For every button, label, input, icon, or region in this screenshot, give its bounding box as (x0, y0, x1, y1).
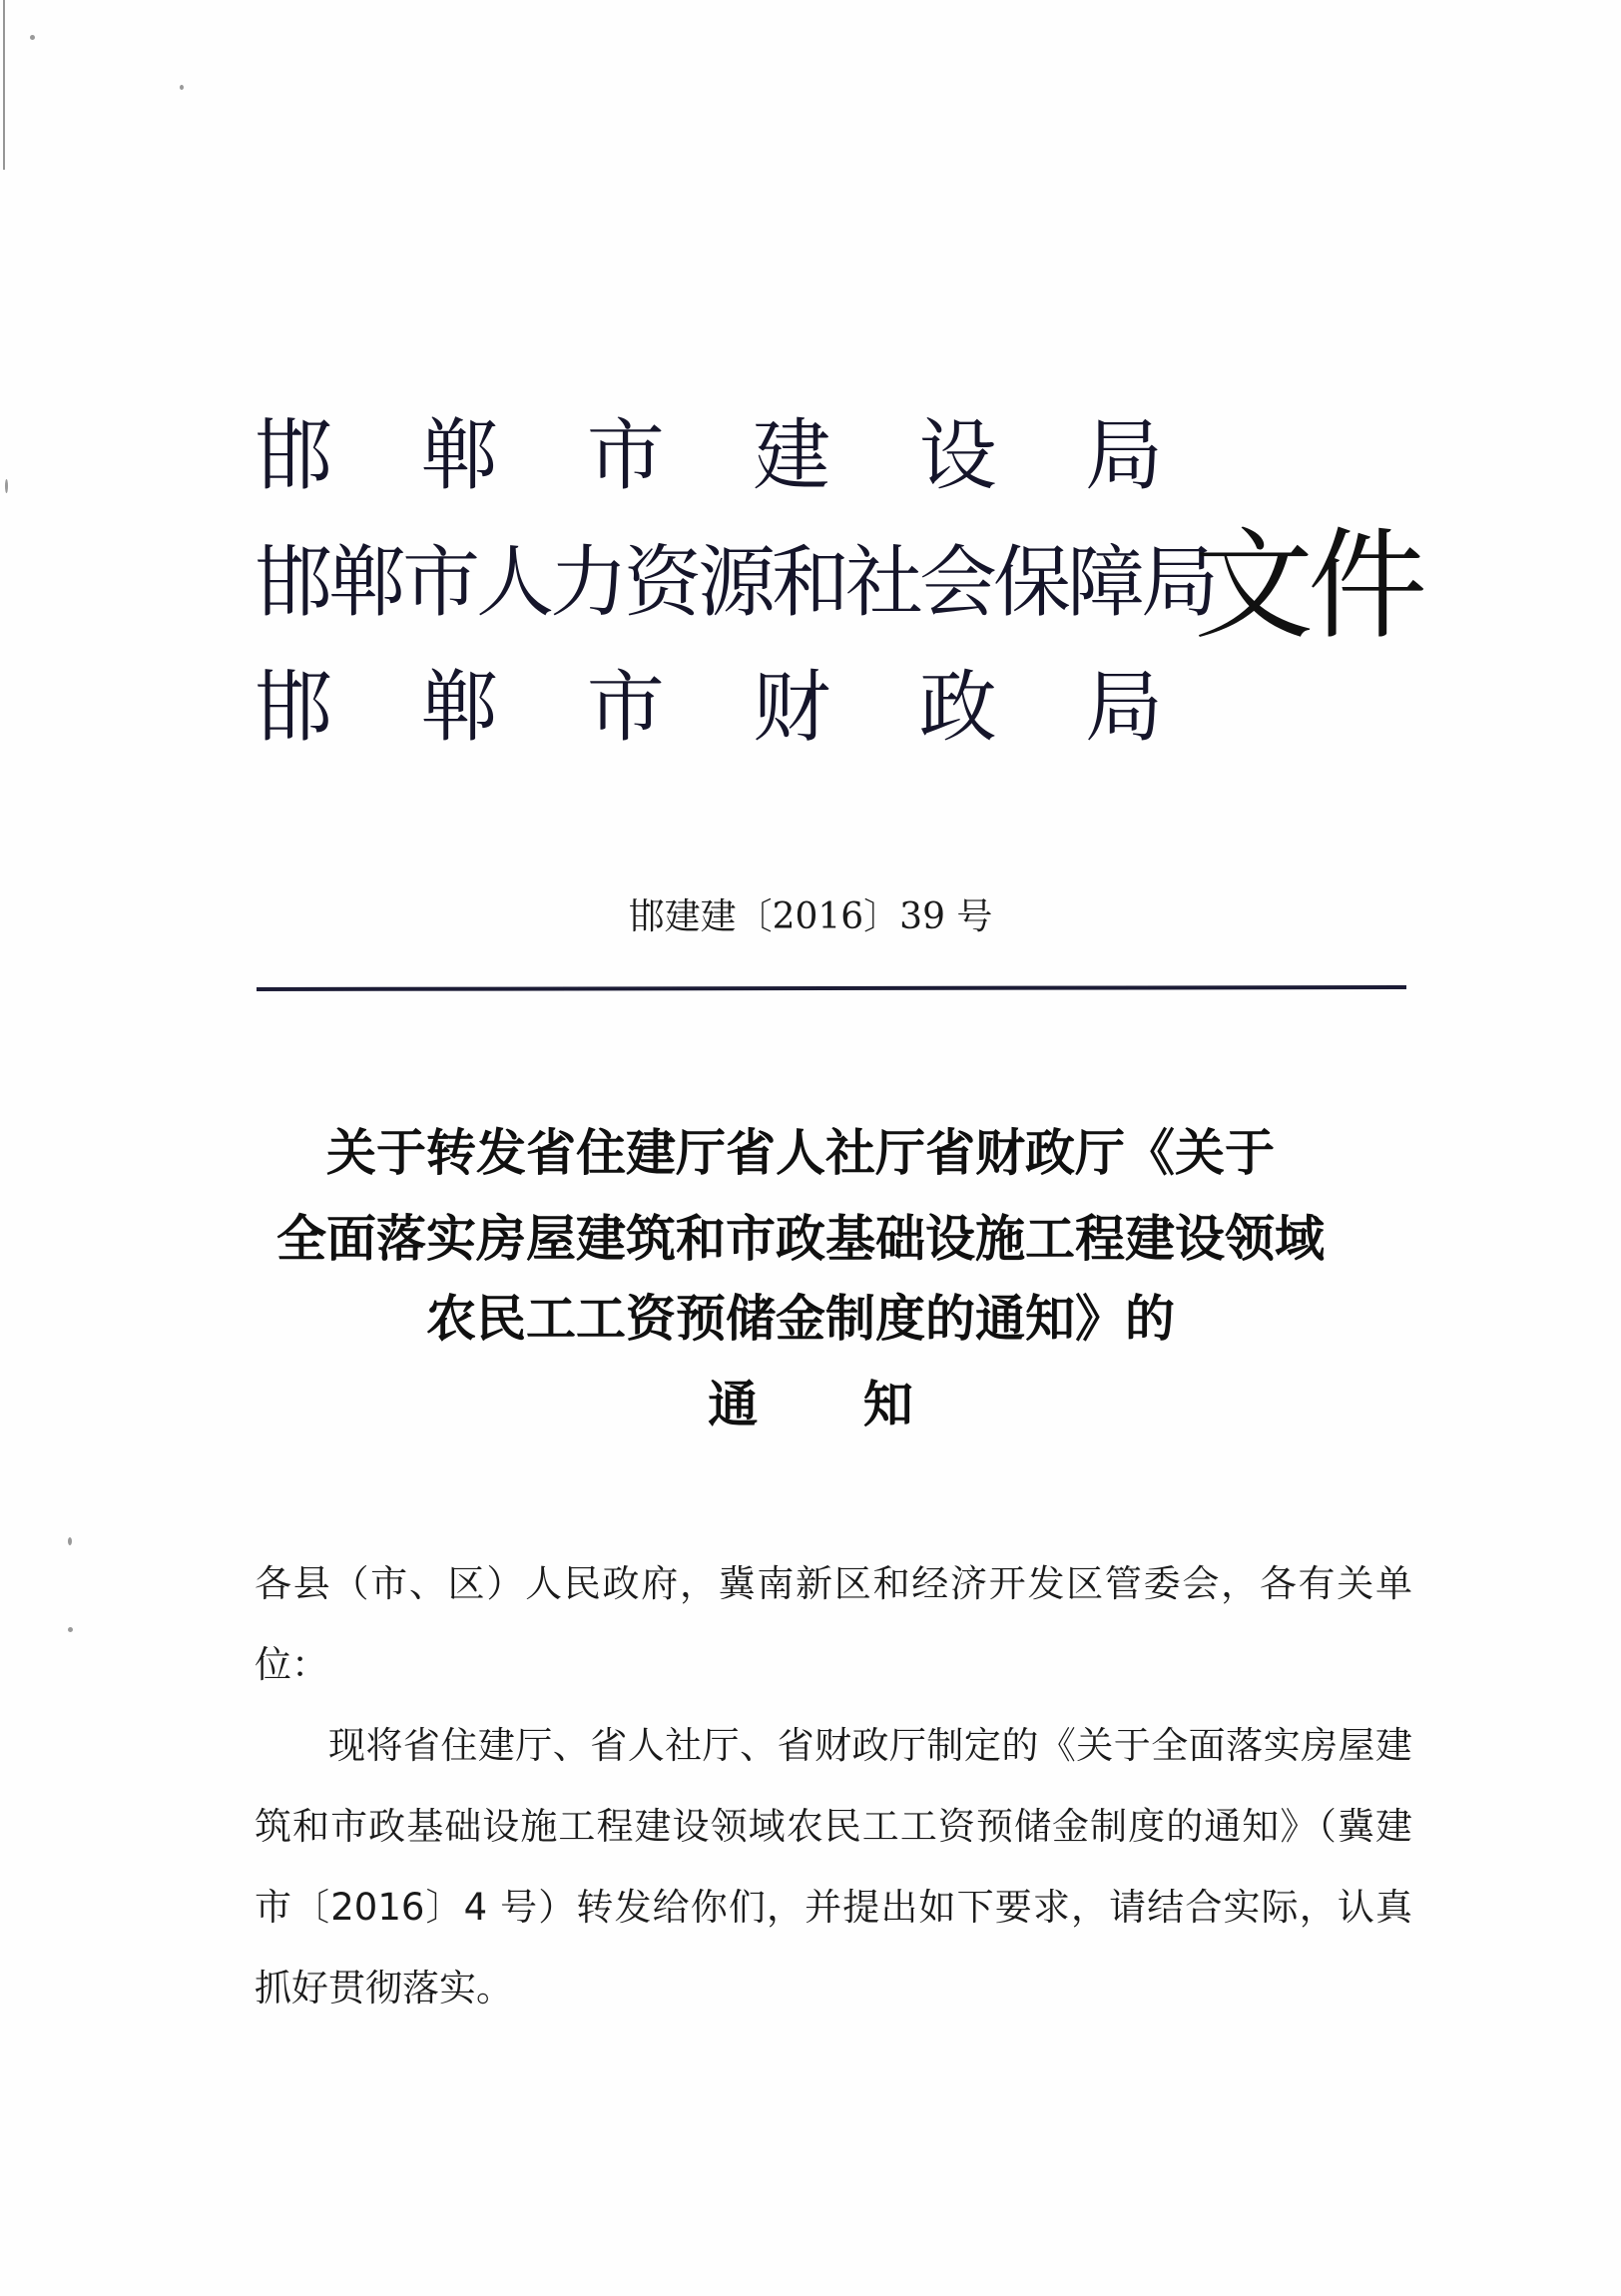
document-number: 邯建建〔2016〕39 号 (628, 896, 993, 937)
salutation: 各县（市、区）人民政府，冀南新区和经济开发区管委会，各有关单位： (255, 1562, 1412, 1686)
header-divider (257, 985, 1406, 991)
issuer-char: 郸 (420, 411, 499, 501)
scan-speck (5, 479, 8, 493)
body-paragraph: 现将省住建厅、省人社厅、省财政厅制定的《关于全面落实房屋建筑和市政基础设施工程建设领域农民工工资预储金制度的通知》（冀建市〔2016〕4 号）转发给你们，并提出如下要求，请结合实际，认真抓好贯彻落实。 (255, 1724, 1412, 2009)
title-line-2: 全面落实房屋建筑和市政基础设施工程建设领域 (276, 1210, 1325, 1268)
notice-char: 知 (862, 1376, 913, 1434)
title-notice (0, 1376, 1621, 1434)
issuer-finance-bureau (255, 663, 1163, 753)
issuer-char: 设 (918, 411, 997, 501)
issuer-hr-social-security-bureau: 邯郸市人力资源和社会保障局 (255, 538, 1216, 628)
title-line-3: 农民工工资预储金制度的通知》的 (426, 1290, 1175, 1348)
issuer-char: 邯 (255, 411, 333, 501)
issuer-char: 郸 (420, 663, 499, 753)
issuer-char: 市 (586, 411, 665, 501)
document-type-label: 文件 (1194, 517, 1421, 656)
issuer-char: 政 (918, 663, 997, 753)
scan-speck (180, 85, 184, 90)
issuer-construction-bureau (255, 411, 1163, 501)
issuer-char: 邯 (255, 663, 333, 753)
title-line-1: 关于转发省住建厅省人社厅省财政厅《关于 (326, 1124, 1275, 1182)
scan-speck (68, 1537, 72, 1545)
scan-speck (68, 1627, 73, 1632)
scan-edge-artifact (3, 0, 5, 170)
issuer-char: 市 (586, 663, 665, 753)
issuer-char: 建 (753, 411, 831, 501)
scan-speck (30, 35, 35, 40)
issuer-char: 财 (753, 663, 831, 753)
issuer-char: 局 (1084, 411, 1163, 501)
notice-char: 通 (708, 1376, 759, 1434)
issuer-char: 局 (1084, 663, 1163, 753)
